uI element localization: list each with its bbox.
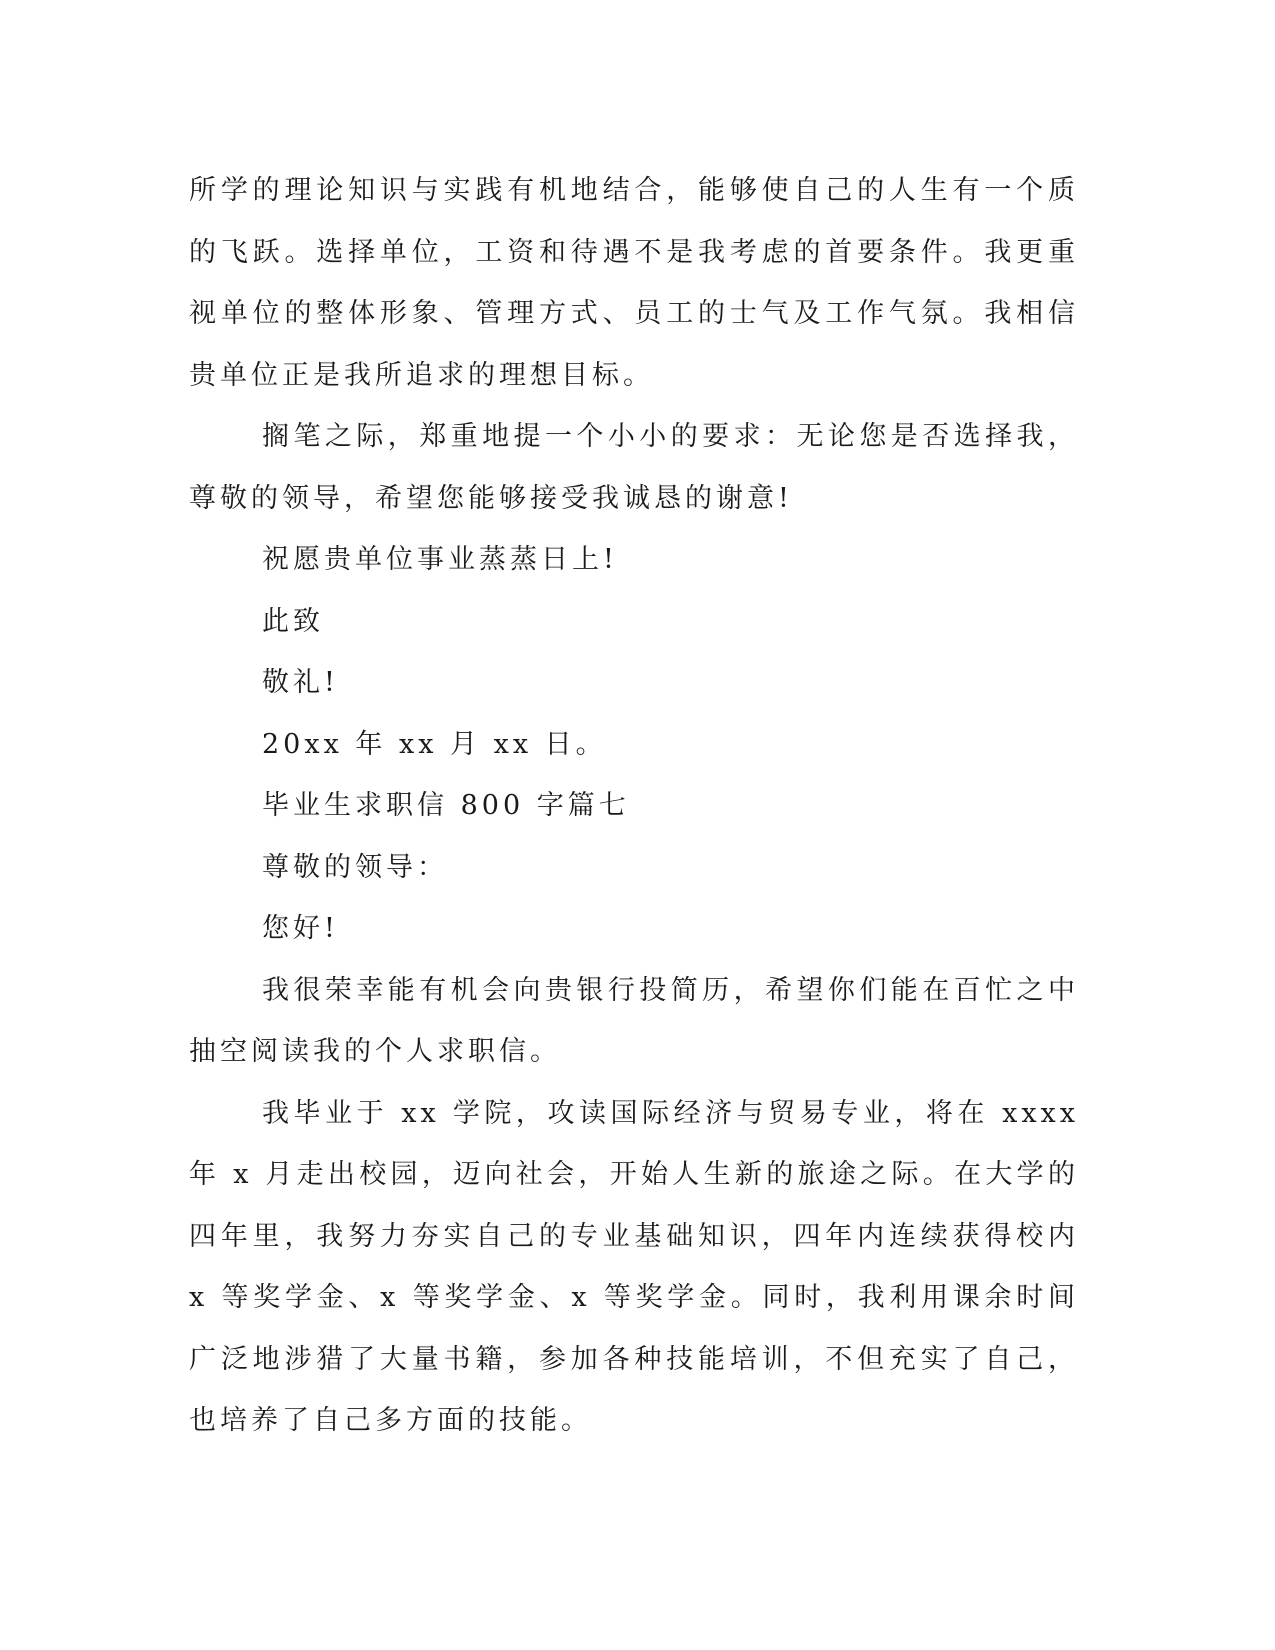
letter-date: 20xx 年 xx 月 xx 日。 bbox=[262, 728, 607, 760]
greeting-hello: 您好! bbox=[262, 913, 339, 944]
greeting-recipient: 尊敬的领导： bbox=[262, 851, 448, 883]
paragraph-education: 我毕业于 xx 学院，攻读国际经济与贸易专业，将在 xxxx 年 x 月走出校园，迈向社会，开始人生新的旅途之际。在大学的四年里，我努力夯实自己的专业基础知识，四年内连续获得校内 x 等奖学金、x 等奖学金、x 等奖学金。同时，我利用课余时间广泛地涉猎了大量书籍，参加各种技能培训，不但充实了自己，也培养了自己多方面的技能。 bbox=[189, 1097, 1079, 1436]
document-body bbox=[189, 160, 1079, 1452]
paragraph-continuation: 所学的理论知识与实践有机地结合，能够使自己的人生有一个质的飞跃。选择单位，工资和待遇不是我考虑的首要条件。我更重视单位的整体形象、管理方式、员工的士气及工作气氛。我相信贵单位正是我所追求的理想目标。 bbox=[189, 175, 1079, 391]
salutation-cizhi: 此致 bbox=[262, 605, 324, 637]
paragraph-wishes: 祝愿贵单位事业蒸蒸日上! bbox=[262, 544, 618, 575]
paragraph-intro: 我很荣幸能有机会向贵银行投简历，希望你们能在百忙之中抽空阅读我的个人求职信。 bbox=[189, 974, 1079, 1067]
section-heading: 毕业生求职信 800 字篇七 bbox=[262, 790, 630, 821]
salutation-jingli: 敬礼! bbox=[262, 667, 339, 698]
paragraph-closing-request: 搁笔之际，郑重地提一个小小的要求：无论您是否选择我，尊敬的领导，希望您能够接受我诚恳的谢意! bbox=[189, 421, 1079, 514]
